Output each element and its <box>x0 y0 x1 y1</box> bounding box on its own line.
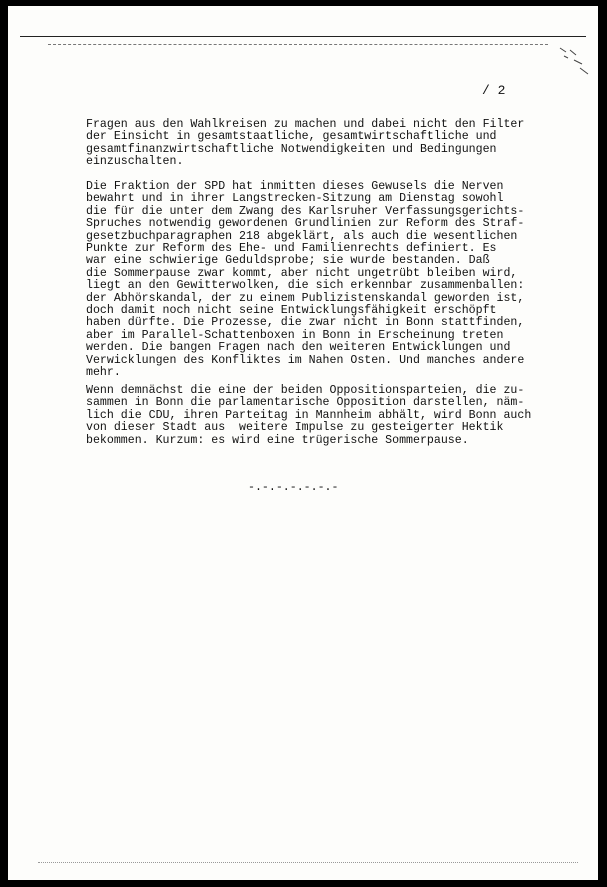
paragraph-3: Wenn demnächst die eine der beiden Oppositionsparteien, die zu- sammen in Bonn die parlamentarische Opposition darstellen, näm- lich die CDU, ihren Parteitag in Mannheim abhält, wird Bonn auch von dieser Stadt aus weitere Impulse zu gesteigerter Hektik bekommen. Kurzum: es wird eine trügerische Sommerpause. <box>86 384 532 447</box>
bottom-edge-mark <box>38 862 578 863</box>
paragraph-2: Die Fraktion der SPD hat inmitten dieses Gewusels die Nerven bewahrt und in ihrer Langstrecken-Sitzung am Dienstag sowohl die für die unter dem Zwang des Karlsruher Verfassungsgerichts- Spruches notwendig gewordenen Grundlinien zur Reform des Straf- gesetzbuchparagraphen 218 abgeklärt, als auch die wesentlichen Punkte zur Reform des Ehe- und Familienrechts definiert. Es war eine schwierige Geduldsprobe; sie wurde bestanden. Daß die Sommerpause zwar kommt, aber nicht ungetrübt bleiben wird, liegt an den Gewitterwolken, die sich erkennbar zusammenballen: der Abhörskandal, der zu einem Publizistenskandal geworden ist, doch damit noch nicht seine Entwicklungsfähigkeit erschöpft haben dürfte. Die Prozesse, die zwar nicht in Bonn stattfinden, aber im Parallel-Schattenboxen in Bonn in Erscheinung treten werden. Die bangen Fragen nach den weiteren Entwicklungen und Verwicklungen des Konfliktes im Nahen Osten. Und manches andere mehr. <box>86 180 525 380</box>
paragraph-1: Fragen aus den Wahlkreisen zu machen und dabei nicht den Filter der Einsicht in gesamtstaatliche, gesamtwirtschaftliche und gesamtfinanzwirtschaftliche Notwendigkeiten und Bedingungen einzuschalten. <box>86 118 525 169</box>
pen-mark-icon <box>556 46 592 78</box>
section-separator: -.-.-.-.-.-.- <box>248 481 339 494</box>
top-rule-faint <box>48 44 548 45</box>
document-page <box>8 6 598 880</box>
top-rule <box>20 36 586 37</box>
page-number: / 2 <box>482 83 506 98</box>
